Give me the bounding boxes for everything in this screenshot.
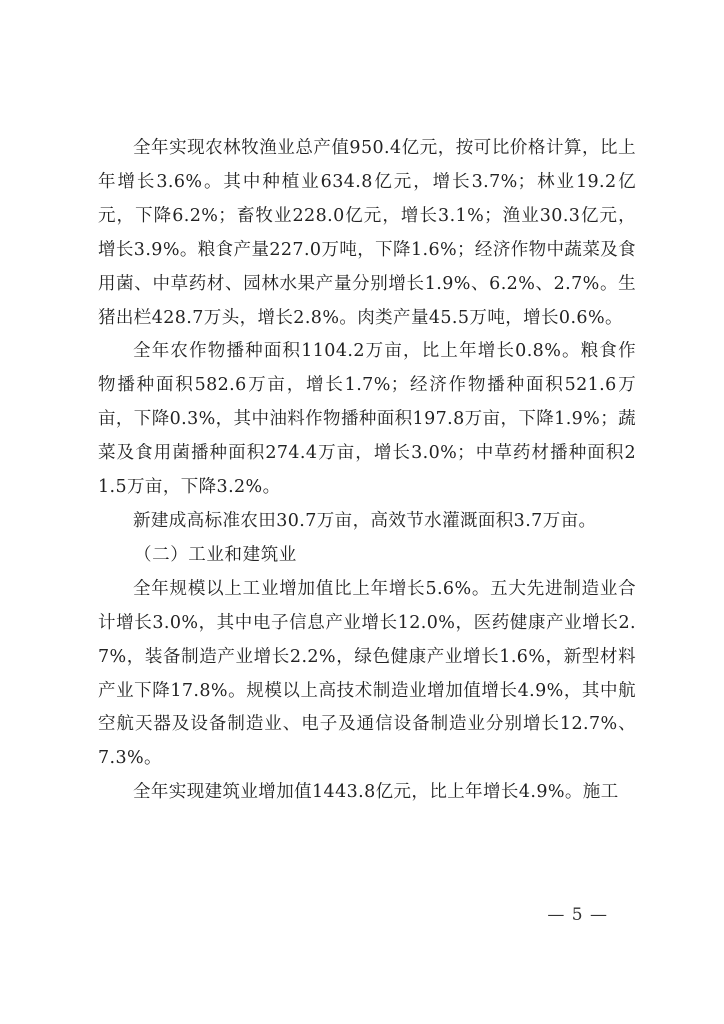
paragraph-industry: 全年规模以上工业增加值比上年增长5.6%。五大先进制造业合计增长3.0%，其中电子信息产业增长12.0%，医药健康产业增长2.7%，装备制造产业增长2.2%，绿色健康产业增长1.6%，新型材料产业下降17.8%。规模以上高技术制造业增加值增长4.9%，其中航空航天器及设备制造业、电子及通信设备制造业分别增长12.7%、7.3%。: [98, 578, 636, 769]
document-body: [98, 132, 636, 810]
page-number: — 5 —: [547, 905, 608, 925]
paragraph-construction: 全年实现建筑业增加值1443.8亿元，比上年增长4.9%。施工: [133, 782, 619, 803]
section-heading: （二）工业和建筑业: [134, 544, 297, 565]
paragraph-farmland: 新建成高标准农田30.7万亩，高效节水灌溉面积3.7万亩。: [133, 510, 597, 531]
paragraph-sown-area: 全年农作物播种面积1104.2万亩，比上年增长0.8%。粮食作物播种面积582.6万亩，增长1.7%；经济作物播种面积521.6万亩，下降0.3%，其中油料作物播种面积197.8万亩，下降1.9%；蔬菜及食用菌播种面积274.4万亩，增长3.0%；中草药材播种面积21.5万亩，下降3.2%。: [98, 341, 637, 498]
paragraph-agriculture-output: 全年实现农林牧渔业总产值950.4亿元，按可比价格计算，比上年增长3.6%。其中种植业634.8亿元，增长3.7%；林业19.2亿元，下降6.2%；畜牧业228.0亿元，增长3.1%；渔业30.3亿元，增长3.9%。粮食产量227.0万吨，下降1.6%；经济作物中蔬菜及食用菌、中草药材、园林水果产量分别增长1.9%、6.2%、2.7%。生猪出栏428.7万头，增长2.8%。肉类产量45.5万吨，增长0.6%。: [98, 138, 637, 328]
